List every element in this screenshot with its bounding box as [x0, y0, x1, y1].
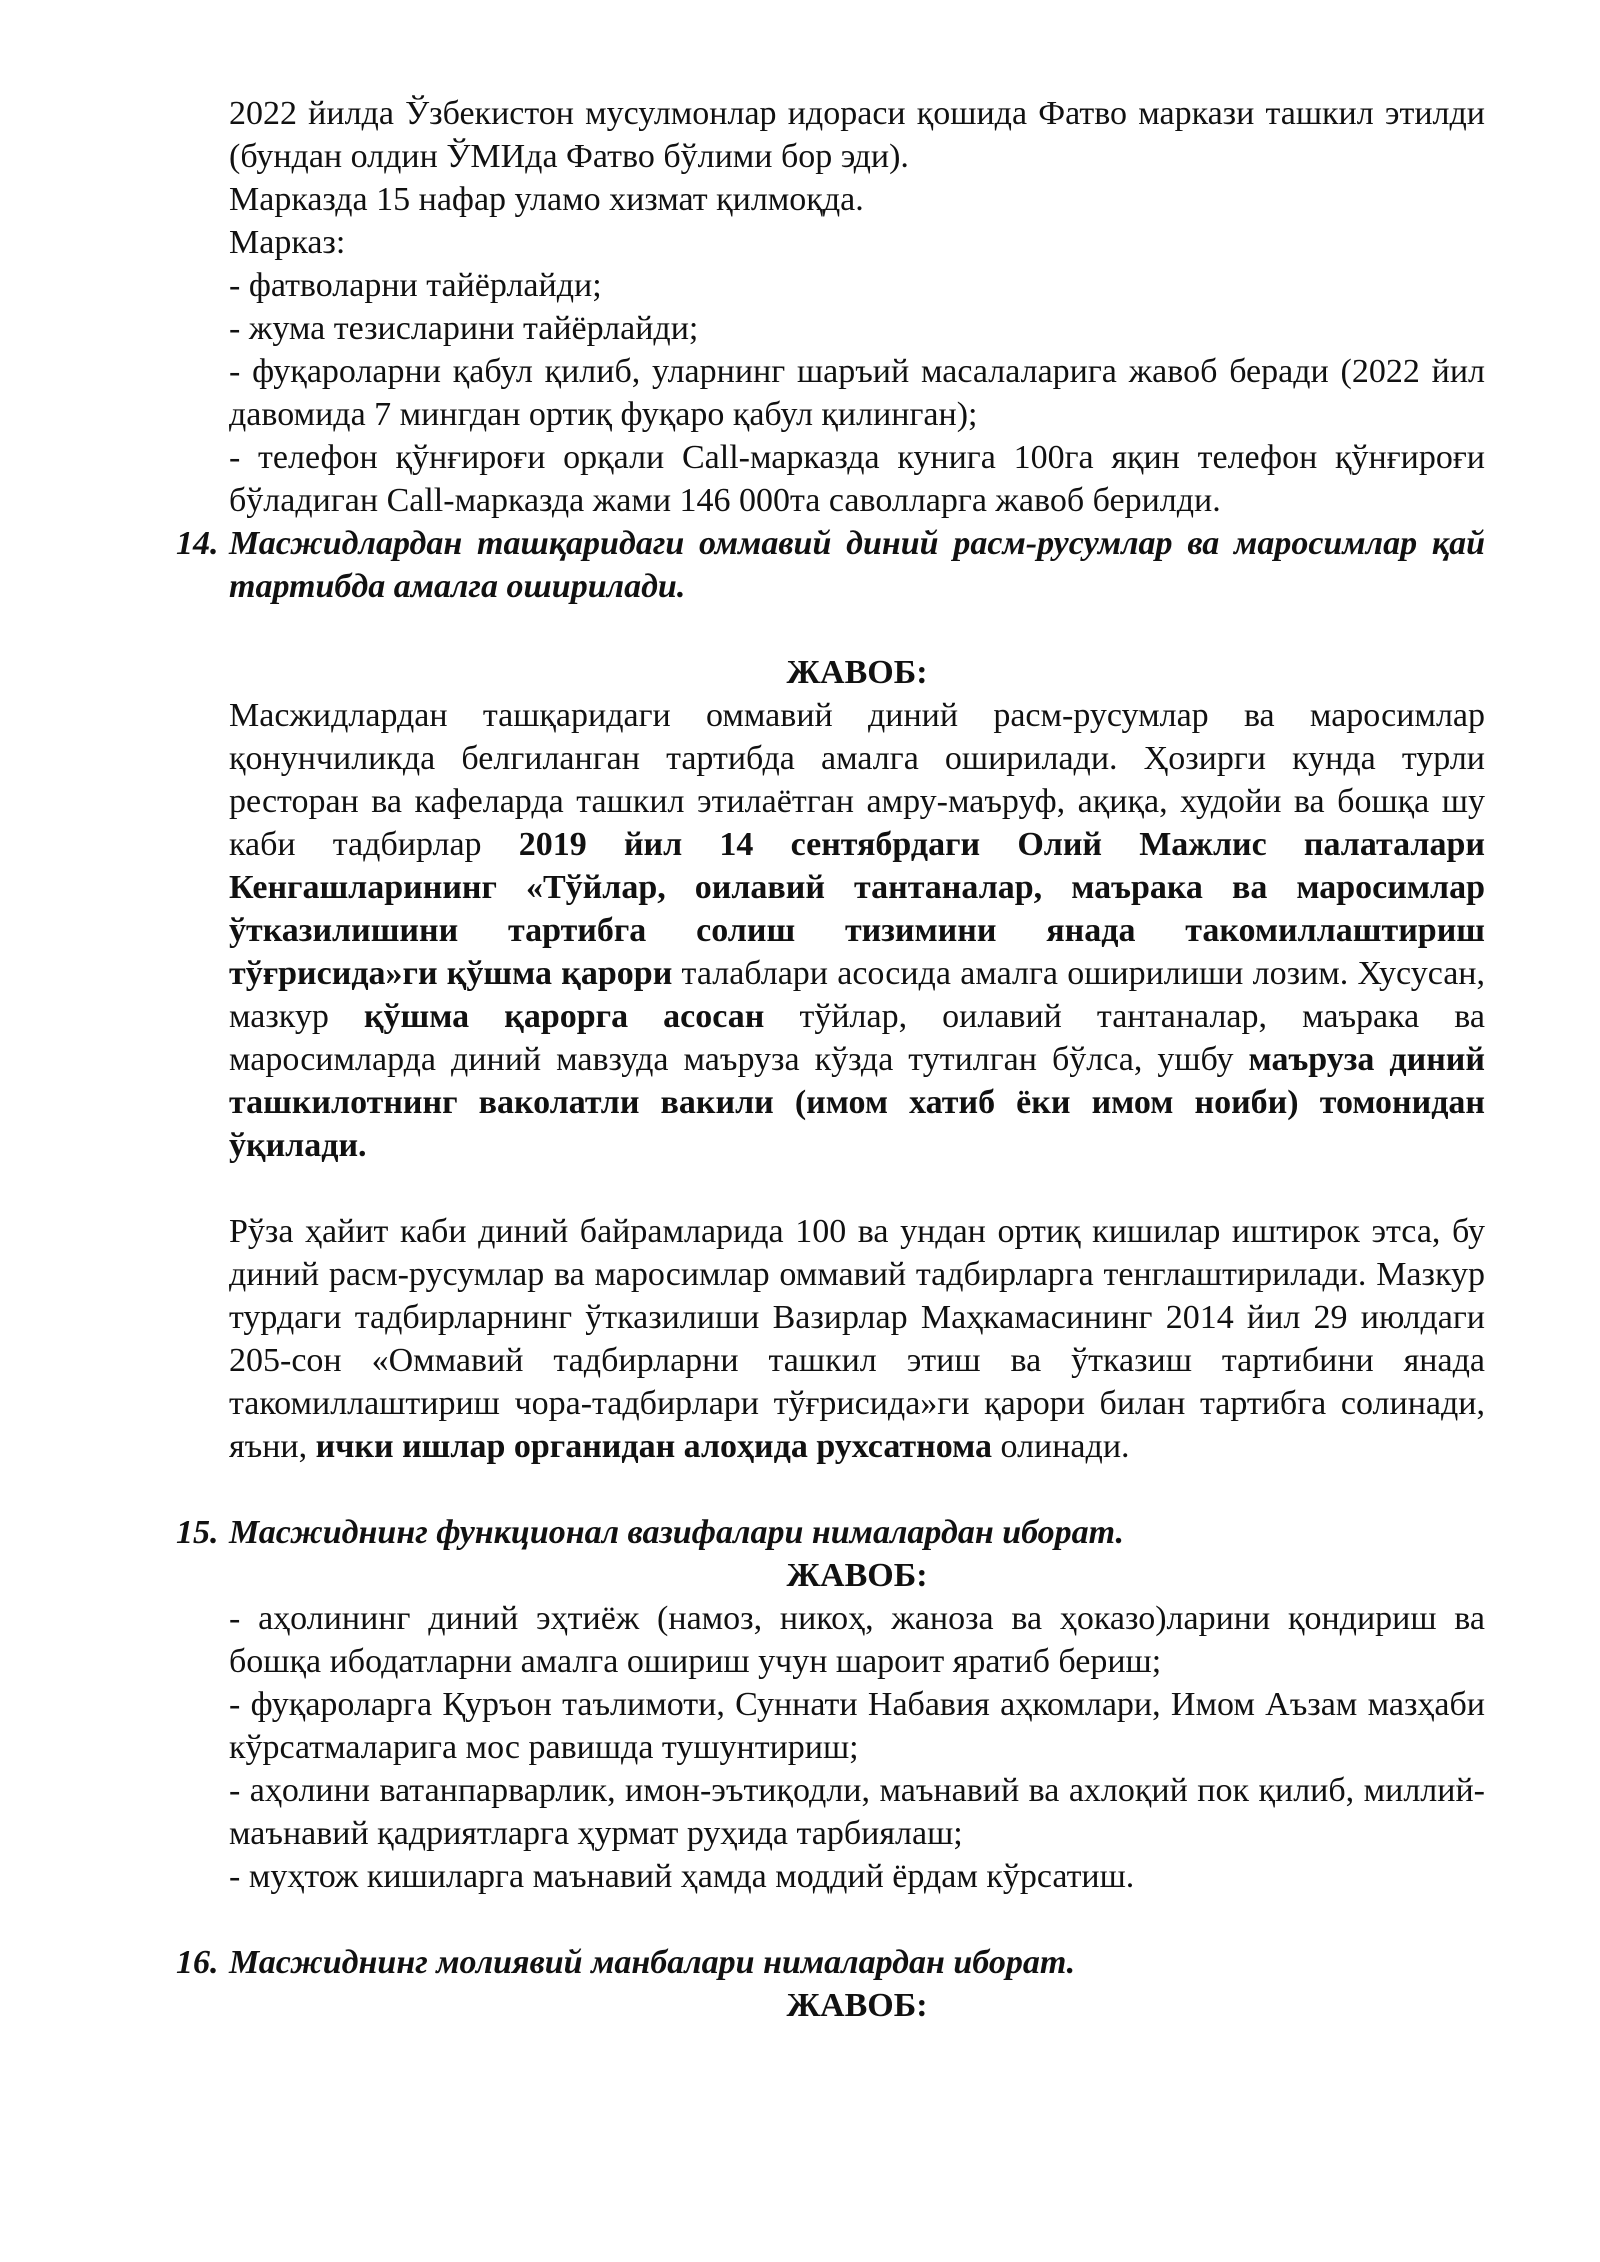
answer-paragraph [229, 694, 1485, 1167]
intro-markaz-label: Марказ: [229, 224, 346, 261]
question-number: 14. [176, 525, 219, 562]
answer-paragraph [229, 1210, 1485, 1468]
question-text: Масжиднинг функционал вазифалари нималардан иборат. [229, 1514, 1124, 1551]
question-number: 16. [176, 1944, 219, 1981]
answer-heading: ЖАВОБ: [786, 1987, 928, 2024]
answer-text: олинади. [992, 1428, 1130, 1465]
answer-heading: ЖАВОБ: [786, 1557, 928, 1594]
intro-ulamo-count: Марказда 15 нафар уламо хизмат қилмоқда. [229, 181, 864, 218]
answer-text: тўйлар, оилавий тантаналар, маърака ва маросимларда диний мавзуда маъруза кўзда тутилган бўлса, ушбу [229, 998, 1486, 1078]
answer-bullet: - аҳолининг диний эҳтиёж (намоз, никоҳ, жаноза ва ҳоказо)ларини қондириш ва бошқа ибодатларни амалга ошириш учун шароит яратиб бериш; [229, 1600, 1485, 1680]
question-number: 15. [176, 1514, 219, 1551]
answer-bold-text: ички ишлар органидан алоҳида рухсатнома [315, 1428, 993, 1465]
question-14 [176, 522, 1485, 608]
question-15 [176, 1511, 1485, 1554]
answer-text: талаблари асосида амалга оширилиши лозим. Хусусан, мазкур [229, 955, 1485, 1035]
answer-heading: ЖАВОБ: [786, 654, 928, 691]
question-16 [176, 1941, 1485, 1984]
intro-paragraph: 2022 йилда Ўзбекистон мусулмонлар идораси қошида Фатво маркази ташкил этилди (бундан олдин ЎМИда Фатво бўлими бор эди). [229, 95, 1485, 175]
question-text: Масжидлардан ташқаридаги оммавий диний расм-русумлар ва маросимлар қай тартибда амалга оширилади. [229, 525, 1485, 605]
answer-text: Масжидлардан ташқаридаги оммавий диний расм-русумлар ва маросимлар қонунчиликда белгиланган тартибда амалга оширилади. Ҳозирги кунда турли ресторан ва кафеларда ташкил этилаётган амру-маъруф, ақиқа, худойи ва бошқа шу каби тадбирлар [229, 697, 1485, 863]
answer-bullet: - аҳолини ватанпарварлик, имон-эътиқодли, маънавий ва ахлоқий пок қилиб, миллий-маънавий қадриятларга ҳурмат руҳида тарбиялаш; [229, 1772, 1485, 1852]
answer-bold-text: қўшма қарорга асосан [363, 998, 765, 1035]
answer-bold-text: 2019 йил 14 сентябрдаги Олий Мажлис палаталари Кенгашларининг «Тўйлар, оилавий тантаналар, маърака ва маросимлар ўтказилишини тартибга солиш тизимини янада такомиллаштириш тўғрисида»ги қўшма қарори [229, 826, 1485, 992]
answer-bullet: - фуқароларга Қуръон таълимоти, Суннати Набавия аҳкомлари, Имом Аъзам мазҳаби кўрсатмаларига мос равишда тушунтириш; [229, 1686, 1485, 1766]
document-body [176, 92, 1486, 2027]
answer-text: Рўза ҳайит каби диний байрамларида 100 ва ундан ортиқ кишилар иштирок этса, бу диний расм-русумлар ва маросимлар оммавий тадбирларга тенглаштирилади. Мазкур турдаги тадбирларнинг ўтказилиши Вазирлар Маҳкамасининг 2014 йил 29 июлдаги 205-сон «Оммавий тадбирларни ташкил этиш ва ўтказиш тартибини янада такомиллаштириш чора-тадбирлари тўғрисида»ги қарори билан тартибга солинади, яъни, [229, 1213, 1485, 1465]
intro-bullet: - жума тезисларини тайёрлайди; [229, 310, 699, 347]
intro-bullet: - фатволарни тайёрлайди; [229, 267, 602, 304]
answer-bold-text: маъруза диний ташкилотнинг ваколатли вакили (имом хатиб ёки имом ноиби) томонидан ўқилади. [229, 1041, 1485, 1164]
intro-bullet: - телефон қўнғироғи орқали Call-марказда кунига 100га яқин телефон қўнғироғи бўладиган Call-марказда жами 146 000та саволларга жавоб берилди. [229, 439, 1485, 519]
answer-bullet: - муҳтож кишиларга маънавий ҳамда моддий ёрдам кўрсатиш. [229, 1858, 1135, 1895]
question-text: Масжиднинг молиявий манбалари нималардан иборат. [229, 1944, 1076, 1981]
intro-bullet: - фуқароларни қабул қилиб, уларнинг шаръий масалаларига жавоб беради (2022 йил давомида 7 мингдан ортиқ фуқаро қабул қилинган); [229, 353, 1485, 433]
